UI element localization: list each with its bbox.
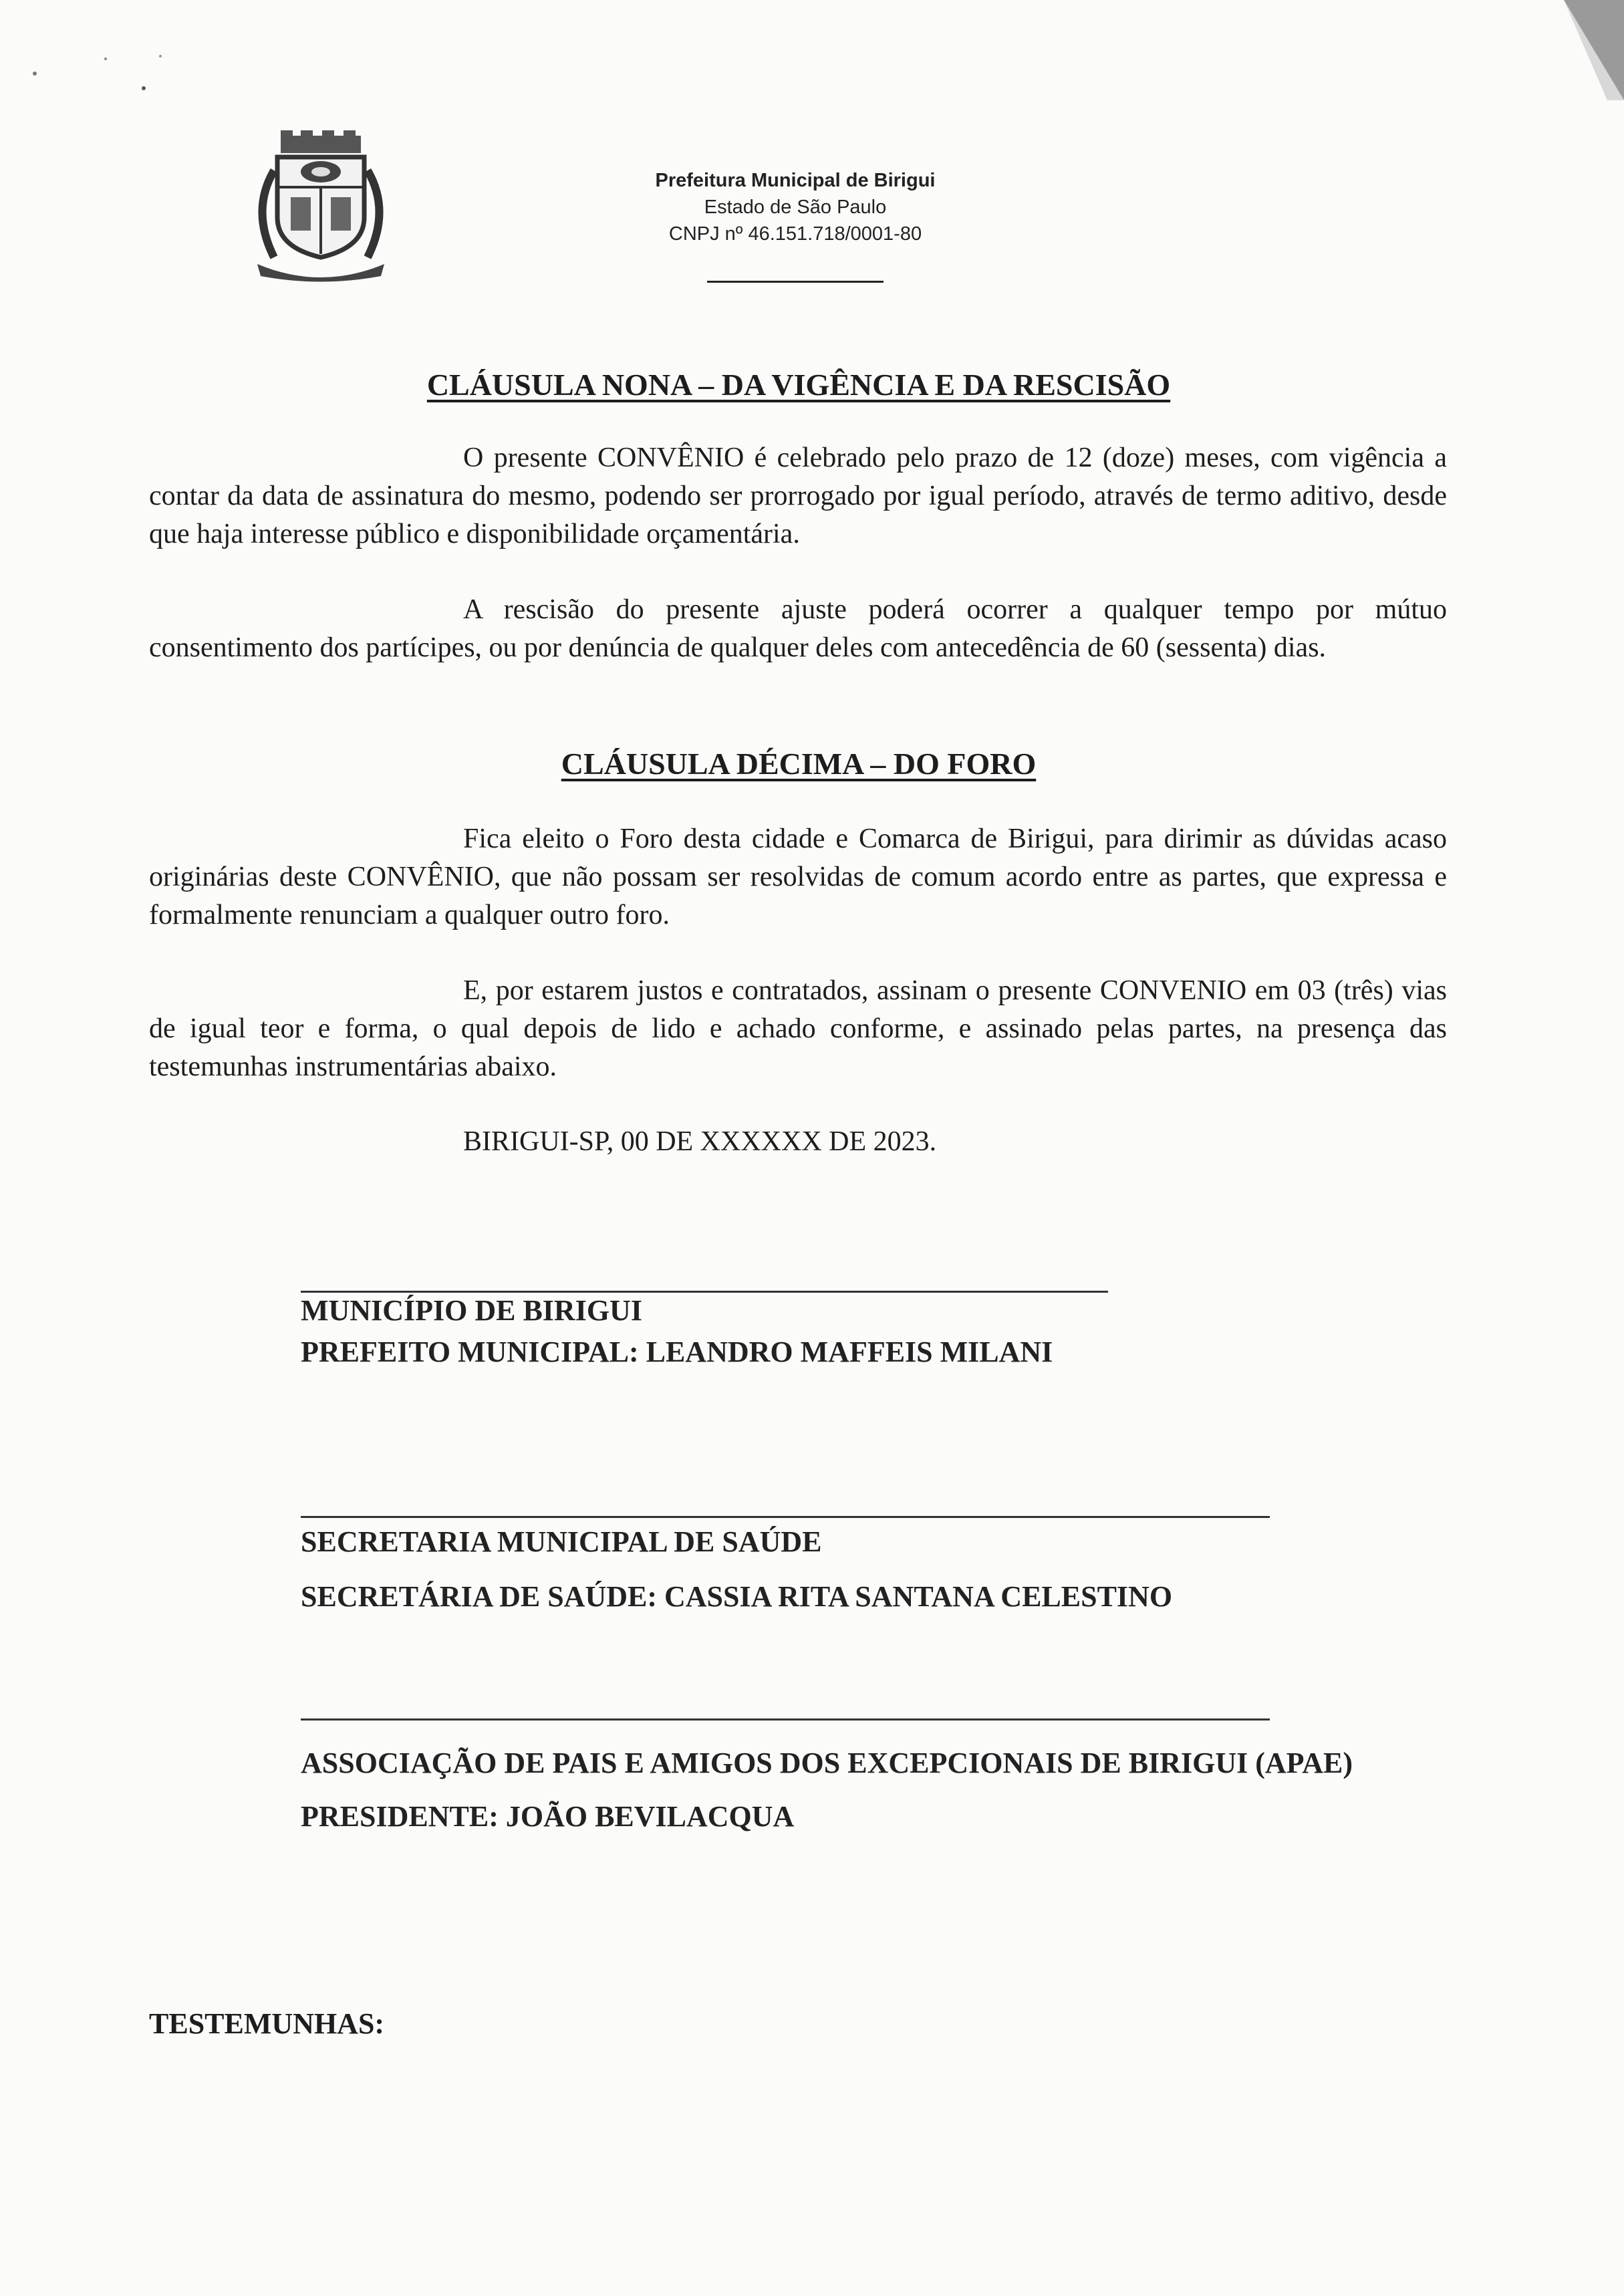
letterhead-divider bbox=[707, 281, 884, 283]
letterhead bbox=[468, 167, 1123, 247]
date-line: BIRIGUI-SP, 00 DE XXXXXX DE 2023. bbox=[463, 1126, 937, 1157]
signatory-entity: ASSOCIAÇÃO DE PAIS E AMIGOS DOS EXCEPCIONAIS DE BIRIGUI (APAE) bbox=[301, 1747, 1353, 1779]
signatory-entity: MUNICÍPIO DE BIRIGUI bbox=[301, 1294, 642, 1327]
signatory-role: SECRETÁRIA DE SAÚDE: CASSIA RITA SANTANA CELESTINO bbox=[301, 1580, 1173, 1613]
municipal-coat-of-arms-icon bbox=[247, 130, 394, 284]
witnesses-label: TESTEMUNHAS: bbox=[149, 2007, 385, 2040]
clause-ten-paragraph-forum: Fica eleito o Foro desta cidade e Comarca de Birigui, para dirimir as dúvidas acaso originárias deste CONVÊNIO, que não possam ser resolvidas de comum acordo entre as partes, que expressa e formalmente renunciam a qualquer outro foro. bbox=[149, 823, 1447, 930]
signature-block-municipality bbox=[301, 1290, 1053, 1373]
letterhead-cnpj: CNPJ nº 46.151.718/0001-80 bbox=[668, 223, 922, 245]
signature-block-apae bbox=[301, 1737, 1353, 1843]
clause-nine-paragraph-term: O presente CONVÊNIO é celebrado pelo prazo de 12 (doze) meses, com vigência a contar da data de assinatura do mesmo, podendo ser prorrogado por igual período, através de termo aditivo, desde que haja interesse público e disponibilidade orçamentária. bbox=[149, 442, 1447, 549]
signature-block-health-department bbox=[301, 1515, 1172, 1624]
clause-ten-paragraph-agreement: E, por estarem justos e contratados, assinam o presente CONVENIO em 03 (três) vias de igual teor e forma, o qual depois de lido e achado conforme, e assinado pelas partes, na presença das testemunhas instrumentárias abaixo. bbox=[149, 975, 1447, 1082]
letterhead-state: Estado de São Paulo bbox=[704, 197, 887, 218]
clause-ten-heading: CLÁUSULA DÉCIMA – DO FORO bbox=[561, 747, 1037, 781]
signatory-role: PRESIDENTE: JOÃO BEVILACQUA bbox=[301, 1800, 795, 1833]
letterhead-organization: Prefeitura Municipal de Birigui bbox=[655, 170, 936, 191]
page-corner-fold bbox=[1450, 0, 1624, 100]
signatory-entity: SECRETARIA MUNICIPAL DE SAÚDE bbox=[301, 1525, 822, 1558]
signatory-role: PREFEITO MUNICIPAL: LEANDRO MAFFEIS MILANI bbox=[301, 1335, 1053, 1368]
signature-line-apae bbox=[301, 1718, 1270, 1720]
clause-nine-paragraph-termination: A rescisão do presente ajuste poderá ocorrer a qualquer tempo por mútuo consentimento dos partícipes, ou por denúncia de qualquer deles com antecedência de 60 (sessenta) dias. bbox=[149, 594, 1447, 663]
clause-nine-heading: CLÁUSULA NONA – DA VIGÊNCIA E DA RESCISÃO bbox=[426, 368, 1171, 402]
scan-specks bbox=[27, 53, 187, 107]
